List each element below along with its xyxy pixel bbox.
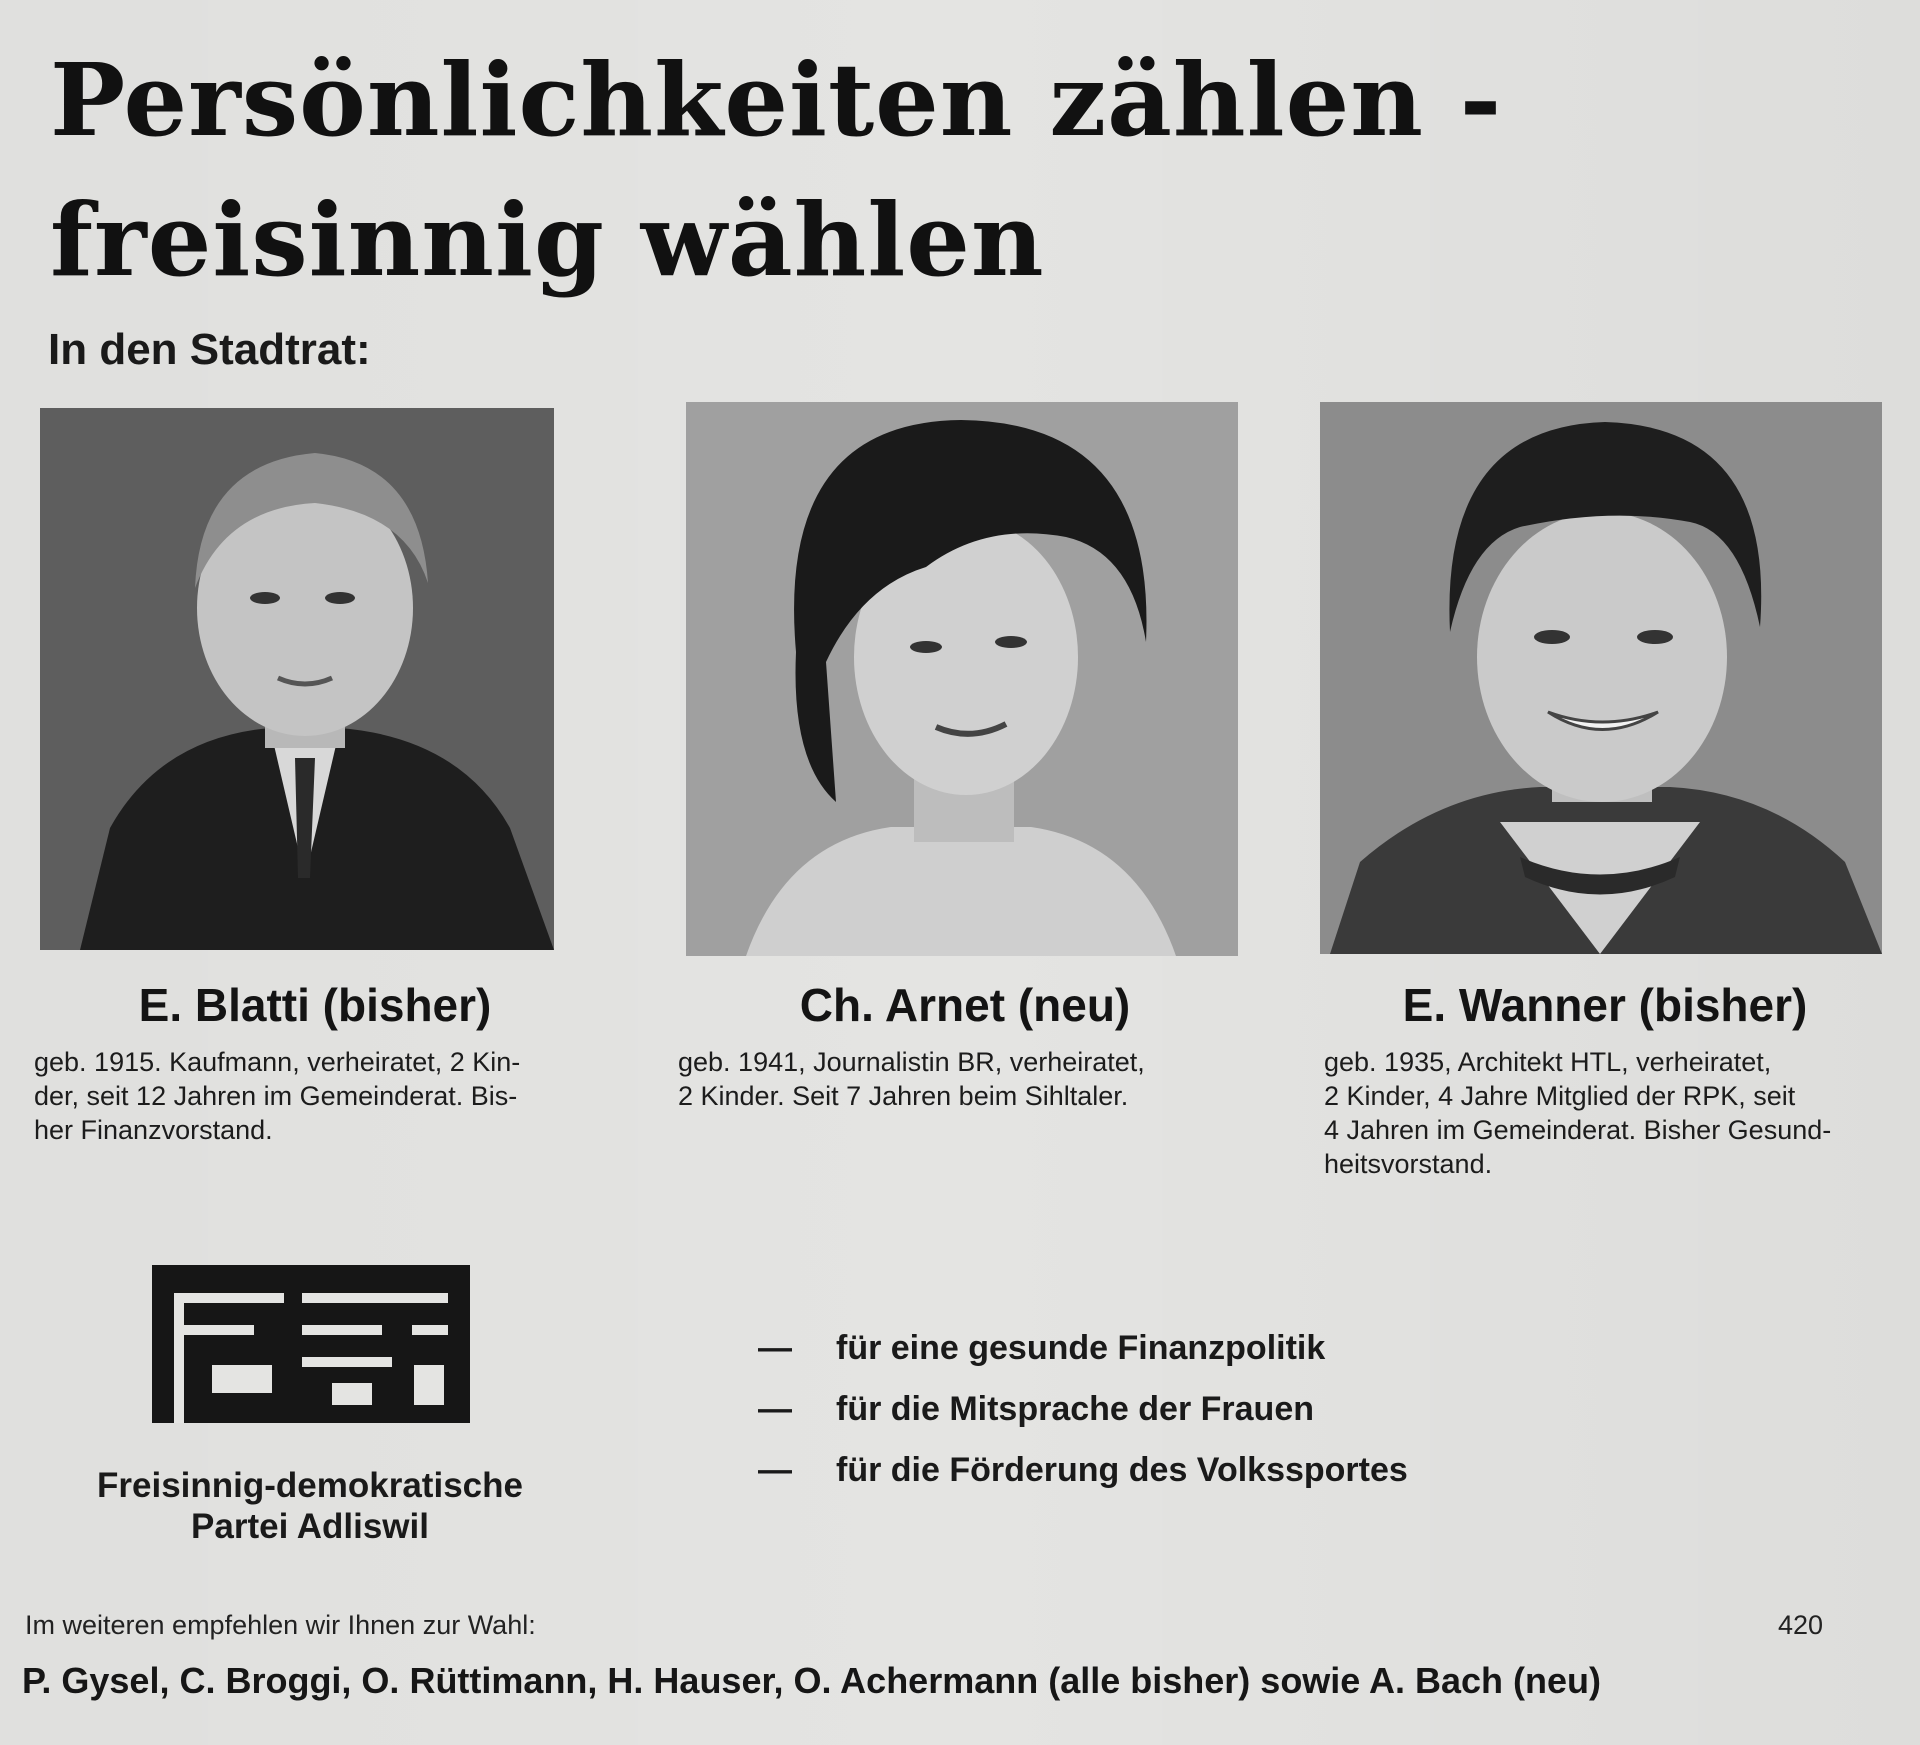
headline-line-1: Persönlichkeiten zählen - xyxy=(50,41,1503,159)
slogan-dash: — xyxy=(758,1390,792,1428)
portrait-woman-icon xyxy=(686,402,1238,956)
ad-number: 420 xyxy=(1778,1610,1824,1640)
fdp-logo-icon xyxy=(152,1265,470,1423)
slogan-item xyxy=(758,1318,1408,1379)
party-name-line-1: Freisinnig-demokratische xyxy=(97,1466,523,1505)
bio-line: her Finanzvorstand. xyxy=(34,1115,273,1145)
candidate-photo-wanner xyxy=(1320,402,1882,954)
bio-line: 2 Kinder, 4 Jahre Mitglied der RPK, seit xyxy=(1324,1081,1796,1111)
headline xyxy=(50,30,1502,310)
candidate-bio-arnet xyxy=(678,1045,1248,1113)
portrait-man-icon xyxy=(40,408,554,950)
other-candidates: P. Gysel, C. Broggi, O. Rüttimann, H. Hauser, O. Achermann (alle bisher) sowie A. Bach (neu) xyxy=(22,1660,1602,1701)
slogan-item xyxy=(758,1440,1408,1501)
bio-line: geb. 1935, Architekt HTL, verheiratet, xyxy=(1324,1047,1772,1077)
subheading: In den Stadtrat: xyxy=(48,325,371,374)
party-name-line-2: Partei Adliswil xyxy=(191,1507,429,1546)
candidate-name-arnet: Ch. Arnet (neu) xyxy=(799,979,1131,1031)
bio-line: 4 Jahren im Gemeinderat. Bisher Gesund- xyxy=(1324,1115,1832,1145)
slogan-list xyxy=(758,1318,1408,1501)
bio-line: der, seit 12 Jahren im Gemeinderat. Bis- xyxy=(34,1081,518,1111)
slogan-text: für eine gesunde Finanzpolitik xyxy=(836,1329,1326,1367)
bio-line: 2 Kinder. Seit 7 Jahren beim Sihltaler. xyxy=(678,1081,1129,1111)
slogan-dash: — xyxy=(758,1451,792,1489)
slogan-item xyxy=(758,1379,1408,1440)
candidate-bio-blatti xyxy=(34,1045,599,1147)
footer-note: Im weiteren empfehlen wir Ihnen zur Wahl: xyxy=(25,1610,536,1640)
candidate-name-wanner: E. Wanner (bisher) xyxy=(1402,979,1808,1031)
bio-line: geb. 1941, Journalistin BR, verheiratet, xyxy=(678,1047,1145,1077)
bio-line: heitsvorstand. xyxy=(1324,1149,1493,1179)
slogan-dash: — xyxy=(758,1329,792,1367)
portrait-man-smiling-icon xyxy=(1320,402,1882,954)
slogan-text: für die Mitsprache der Frauen xyxy=(836,1390,1314,1428)
bio-line: geb. 1915. Kaufmann, verheiratet, 2 Kin- xyxy=(34,1047,521,1077)
headline-line-2: freisinnig wählen xyxy=(50,181,1045,299)
party-name xyxy=(40,1465,580,1547)
candidate-bio-wanner xyxy=(1324,1045,1894,1181)
candidate-name-blatti: E. Blatti (bisher) xyxy=(138,979,492,1031)
slogan-text: für die Förderung des Volkssportes xyxy=(836,1451,1408,1489)
candidate-photo-arnet xyxy=(686,402,1238,956)
candidate-photo-blatti xyxy=(40,408,554,950)
